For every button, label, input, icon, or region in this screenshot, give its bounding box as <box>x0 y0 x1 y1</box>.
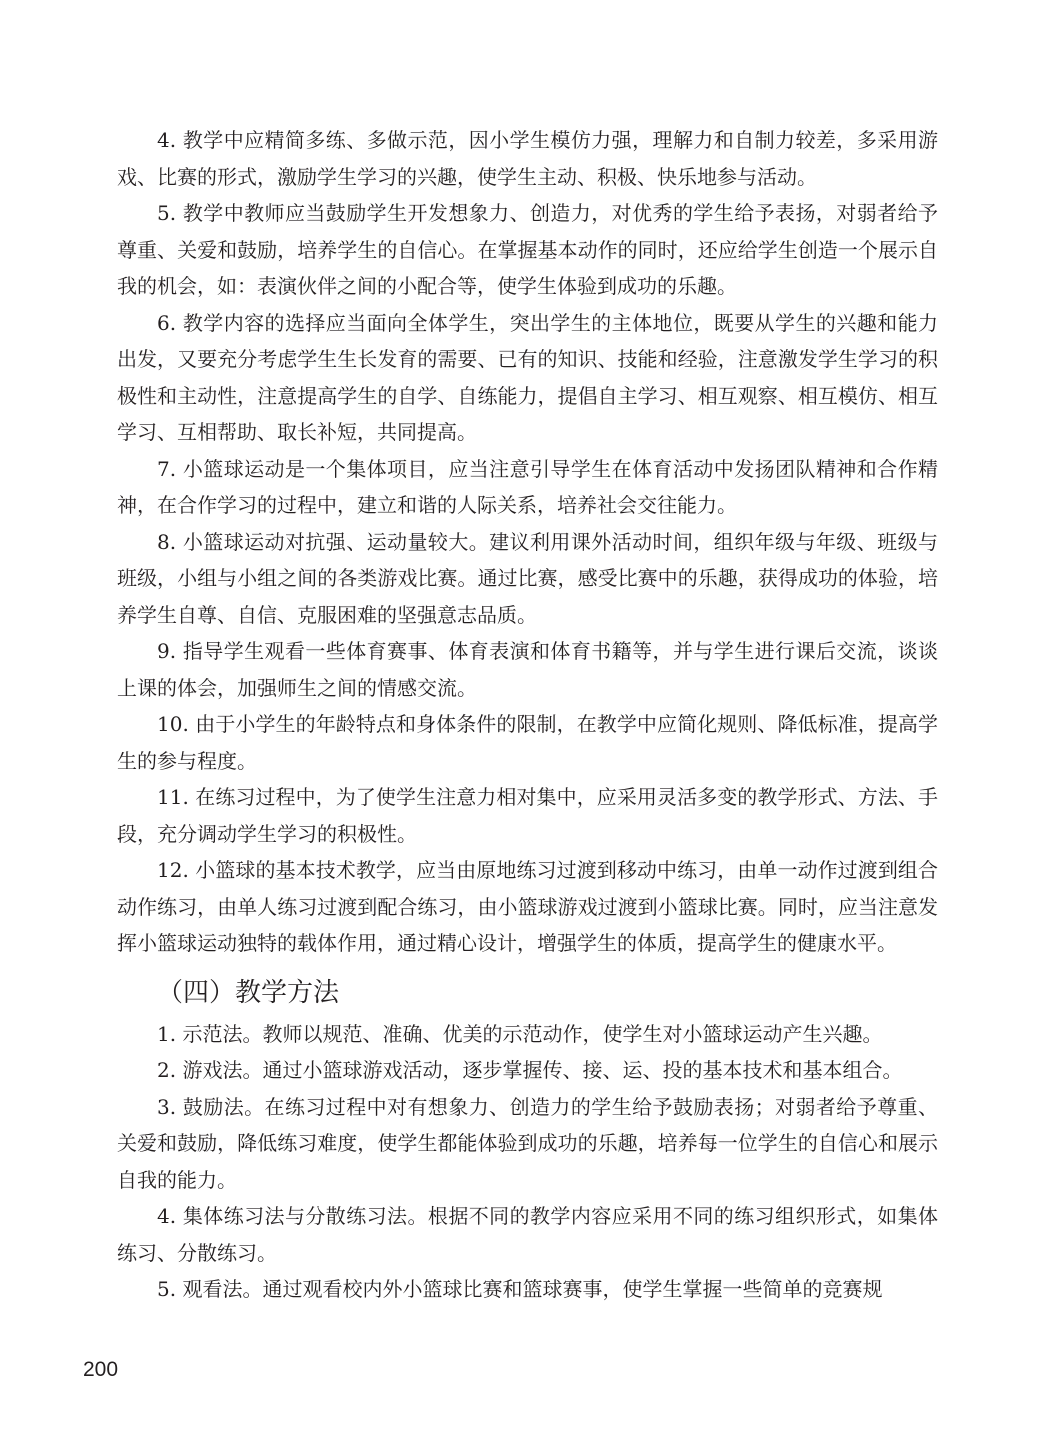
page-number: 200 <box>83 1358 119 1381</box>
method-3: 3. 鼓励法。在练习过程中对有想象力、创造力的学生给予鼓励表扬；对弱者给予尊重、关爱和鼓励，降低练习难度，使学生都能体验到成功的乐趣，培养每一位学生的自信心和展示自我的能力。 <box>117 1094 938 1192</box>
section-heading: （四）教学方法 <box>157 977 340 1008</box>
paragraph-5: 5. 教学中教师应当鼓励学生开发想象力、创造力，对优秀的学生给予表扬，对弱者给予尊重、关爱和鼓励，培养学生的自信心。在掌握基本动作的同时，还应给学生创造一个展示自我的机会，如：表演伙伴之间的小配合等，使学生体验到成功的乐趣。 <box>117 201 938 298</box>
paragraph-10: 10. 由于小学生的年龄特点和身体条件的限制，在教学中应简化规则、降低标准，提高学生的参与程度。 <box>117 712 938 773</box>
paragraph-9: 9. 指导学生观看一些体育赛事、体育表演和体育书籍等，并与学生进行课后交流，谈谈上课的体会，加强师生之间的情感交流。 <box>117 639 938 700</box>
method-4: 4. 集体练习法与分散练习法。根据不同的教学内容应采用不同的练习组织形式，如集体练习、分散练习。 <box>117 1204 938 1265</box>
paragraph-4: 4. 教学中应精简多练、多做示范，因小学生模仿力强，理解力和自制力较差，多采用游戏、比赛的形式，激励学生学习的兴趣，使学生主动、积极、快乐地参与活动。 <box>117 128 938 189</box>
paragraph-7: 7. 小篮球运动是一个集体项目，应当注意引导学生在体育活动中发扬团队精神和合作精神，在合作学习的过程中，建立和谐的人际关系，培养社会交往能力。 <box>117 456 938 517</box>
paragraph-11: 11. 在练习过程中，为了使学生注意力相对集中，应采用灵活多变的教学形式、方法、手段，充分调动学生学习的积极性。 <box>117 785 938 846</box>
method-1: 1. 示范法。教师以规范、准确、优美的示范动作，使学生对小篮球运动产生兴趣。 <box>157 1021 883 1046</box>
paragraph-8: 8. 小篮球运动对抗强、运动量较大。建议利用课外活动时间，组织年级与年级、班级与班级，小组与小组之间的各类游戏比赛。通过比赛，感受比赛中的乐趣，获得成功的体验，培养学生自尊、自信、克服困难的坚强意志品质。 <box>117 529 938 627</box>
paragraph-6: 6. 教学内容的选择应当面向全体学生，突出学生的主体地位，既要从学生的兴趣和能力出发，又要充分考虑学生生长发育的需要、已有的知识、技能和经验，注意激发学生学习的积极性和主动性，注意提高学生的自学、自练能力，提倡自主学习、相互观察、相互模仿、相互学习、互相帮助、取长补短，共同提高。 <box>117 310 938 444</box>
method-2: 2. 游戏法。通过小篮球游戏活动，逐步掌握传、接、运、投的基本技术和基本组合。 <box>157 1058 903 1082</box>
method-5: 5. 观看法。通过观看校内外小篮球比赛和篮球赛事，使学生掌握一些简单的竞赛规 <box>157 1277 883 1301</box>
paragraph-12: 12. 小篮球的基本技术教学，应当由原地练习过渡到移动中练习，由单一动作过渡到组合动作练习，由单人练习过渡到配合练习，由小篮球游戏过渡到小篮球比赛。同时，应当注意发挥小篮球运动独特的载体作用，通过精心设计，增强学生的体质，提高学生的健康水平。 <box>117 858 938 955</box>
page-body <box>117 122 938 1308</box>
